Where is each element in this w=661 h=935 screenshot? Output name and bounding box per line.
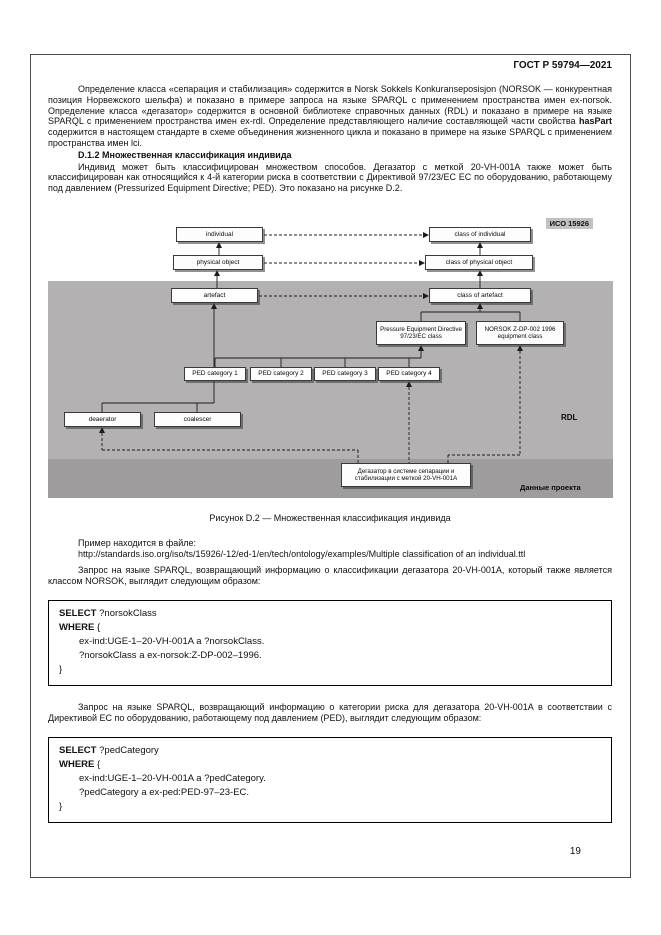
code-line [59,758,601,772]
sparql-query-1 [48,600,612,686]
paragraph-2: Индивид может быть классифицирован множеством способов. Дегазатор с меткой 20-VH-001A также может быть классифицирован как относящийся к 4-й категории риска в соответствии с Директивой 97/23/ЕС ЕС по оборудованию, работающему под давлением (Pressurized Equipment Directive; PED). Это показано на рисунке D.2. [48,161,612,194]
box-class-of-physical-object: class of physical object [425,255,533,270]
box-physical-object: physical object [173,255,263,270]
box-ped-category-2: PED category 2 [250,367,312,381]
code-line: } [59,800,63,812]
rdl-region-label: RDL [561,412,578,422]
box-coalescer: coalescer [154,412,241,427]
box-artefact: artefact [171,288,258,303]
code-line: ex-ind:UGE-1–20-VH-001A a ?norsokClass. [79,635,265,647]
box-class-of-individual: class of individual [429,227,531,242]
paragraph-1-text-b: содержится в настоящем стандарте в схеме объединения жизненного цикла и показано в примере на языке SPARQL с применением пространства имен lci. [48,127,612,148]
example-url: http://standards.iso.org/iso/ts/15926/-12/ed-1/en/tech/ontology/examples/Multiple classification of an individual.ttl [78,548,526,559]
box-individual: individual [176,227,263,242]
sparql-query-2 [48,737,612,823]
box-ped-category-1: PED category 1 [184,367,246,381]
code-line: ex-ind:UGE-1–20-VH-001A a ?pedCategory. [79,772,266,784]
select-keyword: SELECT [59,744,97,756]
code-text: ?pedCategory [99,744,159,756]
query2-intro: Запрос на языке SPARQL, возвращающий информацию о категории риска для дегазатора 20-VH-001A в соответствии с Директивой ЕС по оборудованию, работающему под давлением (PED), выглядит следующим образом: [48,701,612,723]
page-frame [30,54,631,878]
page-number: 19 [569,846,581,857]
box-class-of-artefact: class of artefact [429,288,531,303]
project-data-region-label: Данные проекта [520,482,581,492]
code-line: ?norsokClass a ex-norsok:Z-DP-002–1996. [79,649,262,661]
code-line [59,621,601,635]
code-line: } [59,663,63,675]
code-line [59,607,601,621]
box-degasser-20-vh-001a: Дегазатор в системе сепарации и стабилизации с меткой 20-VH-001A [341,463,471,487]
figure-caption: Рисунок D.2 — Множественная классификация индивида [209,512,451,523]
example-intro: Пример находится в файле: [78,537,197,548]
code-line: ?pedCategory a ex-ped:PED-97–23-EC. [79,786,250,798]
doc-number: ГОСТ Р 59794—2021 [513,60,612,71]
code-line [59,744,601,758]
iso-15926-region-label: ИСО 15926 [546,218,593,229]
code-text: { [97,621,101,633]
where-keyword: WHERE [59,621,95,633]
section-heading-d12: D.1.2 Множественная классификация индивида [78,149,292,160]
code-text: { [97,758,101,770]
box-ped-directive-class: Pressure Equipment Directive 97/23/EC class [376,321,466,345]
box-ped-category-3: PED category 3 [314,367,376,381]
paragraph-1-text-a: Определение класса «сепарация и стабилизация» содержится в Norsk Sokkels Konkuranseposisjon (NORSOK — конкурентная позиция Норвежского шельфа) и показано в примере запроса на языке SPARQL с применением пространства имен ex-norsok. Определение класса «дегазатор» содержится в основной библиотеке справочных данных (RDL) и показано в примере на языке SPARQL с применением пространства имен ex-rdl. Определение представляющего наличие составляющей части свойства [48,84,612,127]
box-deaerator: deaerator [64,412,141,427]
box-ped-category-4: PED category 4 [378,367,440,381]
haspart-keyword: hasPart [578,116,612,127]
code-text: ?norsokClass [99,607,157,619]
figure-d2-diagram [48,218,613,498]
where-keyword: WHERE [59,758,95,770]
paragraph-1 [48,84,612,149]
query1-intro: Запрос на языке SPARQL, возвращающий информацию о классификации дегазатора 20-VH-001A, который также является классом NORSOK, выглядит следующим образом: [48,565,612,587]
select-keyword: SELECT [59,607,97,619]
box-norsok-equipment-class: NORSOK Z-DP-002 1996 equipment class [476,321,564,345]
